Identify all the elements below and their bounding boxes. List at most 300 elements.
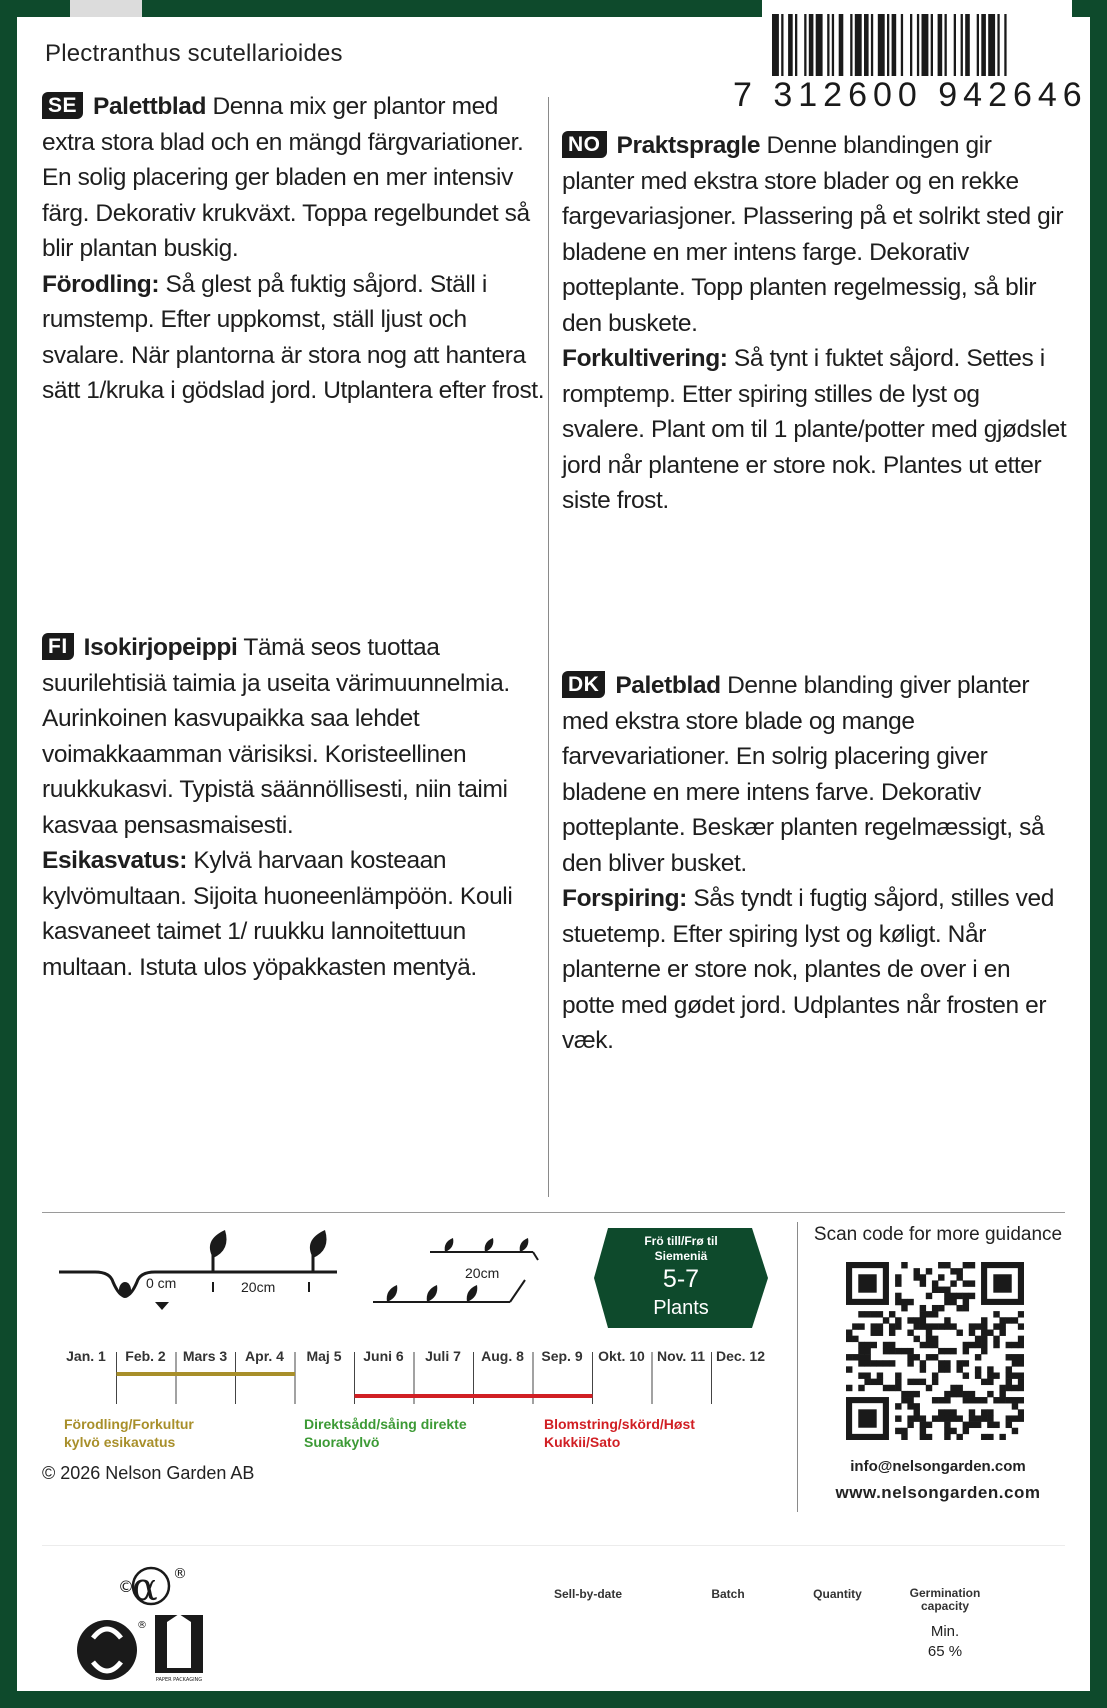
barcode-bar [788,14,793,76]
carton-shape [167,1622,191,1668]
barcode-bar [816,14,823,76]
barcode-icon [762,0,1072,80]
qr-module [920,1360,926,1366]
month-label: Sep. 9 [541,1348,583,1364]
qr-module [877,1323,883,1329]
qr-code-icon[interactable] [846,1262,1024,1440]
qr-module [846,1336,852,1342]
qr-module [926,1323,932,1329]
qr-module [920,1366,926,1372]
qr-module [1012,1317,1018,1323]
qr-module [938,1287,944,1293]
qr-module [901,1428,907,1434]
qr-module [871,1360,877,1366]
lang-badge-dk: DK [562,671,605,698]
qr-module [981,1342,987,1348]
scan-instruction: Scan code for more guidance [813,1224,1063,1245]
qr-module [950,1348,956,1354]
qr-module [920,1274,926,1280]
barcode-bar [832,14,834,76]
qr-module [914,1415,920,1421]
qr-module [858,1311,864,1317]
qr-module [956,1305,962,1311]
qr-module [1006,1317,1012,1323]
qr-module [1012,1354,1018,1360]
qr-module [895,1274,901,1280]
qr-module [846,1366,852,1372]
qr-module [1012,1385,1018,1391]
qr-module [858,1348,864,1354]
qr-module [1018,1379,1024,1385]
qr-module [914,1409,920,1415]
qr-module [901,1397,907,1403]
qr-module [975,1323,981,1329]
section-subtitle: Forkultivering: [562,345,728,372]
qr-module [871,1342,877,1348]
qr-module [999,1317,1005,1323]
depth-label: 0 cm [146,1275,177,1291]
qr-module [944,1397,950,1403]
qr-module [1018,1415,1024,1421]
month-label: Jan. 1 [66,1348,106,1364]
qr-module [969,1391,975,1397]
qr-module [1006,1379,1012,1385]
qr-module [938,1415,944,1421]
qr-module [864,1342,870,1348]
qr-module [1006,1366,1012,1372]
section-intro: Denna mix ger plantor med extra stora blad och en mängd färgvariationer. En solig placering ger bladen en mer intensiv färg. Dekorativ krukväxt. Toppa regelbundet så blir plantan buskig. [42,93,530,262]
qr-module [907,1299,913,1305]
qr-module [944,1293,950,1299]
qr-module [932,1323,938,1329]
qr-module [932,1311,938,1317]
qr-module [1018,1385,1024,1391]
qr-module [1018,1336,1024,1342]
section-subtext: Kylvä harvaan kosteaan kylvömultaan. Sijoita huoneenlämpöön. Kouli kasvaneet taimet 1/ ruukku lannoitettuun multaan. Istuta ulos yöpakkasten mentyä. [42,847,513,981]
qr-module [932,1372,938,1378]
qr-module [920,1280,926,1286]
qr-module [932,1354,938,1360]
month-label: Mars 3 [182,1348,228,1364]
lang-badge-fi: FI [42,633,74,660]
qr-module [969,1422,975,1428]
qr-module [932,1336,938,1342]
barcode-bar [945,14,947,76]
qr-module [864,1360,870,1366]
qr-module [981,1379,987,1385]
qr-module [944,1348,950,1354]
qr-module [993,1372,999,1378]
qr-module [920,1323,926,1329]
qr-module [975,1354,981,1360]
qr-module [938,1366,944,1372]
packet-top-notch [70,0,142,17]
qr-module [987,1415,993,1421]
qr-module [901,1262,907,1268]
qr-module [938,1323,944,1329]
qr-module [963,1360,969,1366]
qr-module [1012,1372,1018,1378]
qr-module [999,1434,1005,1440]
lang-badge-no: NO [562,131,607,158]
qr-module [907,1379,913,1385]
section-no [562,128,1067,519]
qr-module [969,1415,975,1421]
qr-module [950,1293,956,1299]
qr-module [987,1379,993,1385]
qr-module [895,1299,901,1305]
qr-module [950,1323,956,1329]
qr-module [895,1403,901,1409]
qr-module [883,1348,889,1354]
barcode-number: 7 312600 942646 [733,76,1088,114]
qr-module [871,1323,877,1329]
qr-module [901,1299,907,1305]
qr-module [969,1330,975,1336]
qr-module [920,1317,926,1323]
copyright-mark: © [118,1577,134,1596]
qr-module [969,1262,975,1268]
calendar-bars [56,1348,766,1408]
qr-module [1018,1354,1024,1360]
row-line-end [533,1252,538,1260]
qr-module [999,1323,1005,1329]
month-label: Feb. 2 [125,1348,166,1364]
qr-module [858,1354,864,1360]
qr-module [1018,1409,1024,1415]
qr-module [877,1311,883,1317]
qr-module [981,1348,987,1354]
section-subtitle: Esikasvatus: [42,847,188,874]
qr-module [999,1385,1005,1391]
qr-module [932,1379,938,1385]
qr-finder-core [858,1274,876,1292]
qr-module [920,1422,926,1428]
qr-module [926,1354,932,1360]
qr-module [975,1372,981,1378]
qr-module [938,1274,944,1280]
leaf-icon [310,1230,327,1258]
qr-module [895,1385,901,1391]
barcode-bar [931,14,933,76]
qr-module [963,1348,969,1354]
qr-module [956,1330,962,1336]
qr-module [846,1330,852,1336]
qr-module [987,1391,993,1397]
qr-module [889,1385,895,1391]
section-se [42,89,547,409]
qr-module [956,1274,962,1280]
qr-module [926,1434,932,1440]
qr-module [993,1323,999,1329]
qr-module [944,1323,950,1329]
qr-module [1006,1385,1012,1391]
qr-module [944,1409,950,1415]
qr-module [1012,1360,1018,1366]
month-label: Aug. 8 [481,1348,524,1364]
qr-module [981,1323,987,1329]
qr-module [950,1428,956,1434]
row-spacing-label: 20cm [465,1265,500,1281]
qr-module [987,1366,993,1372]
qr-module [956,1293,962,1299]
legend-flower-line2: Kukkii/Sato [544,1434,621,1450]
qr-module [858,1385,864,1391]
qr-module [950,1415,956,1421]
qr-module [1018,1323,1024,1329]
qr-module [932,1305,938,1311]
registered-mark: ® [173,1566,187,1582]
qr-module [969,1342,975,1348]
plants-badge [594,1228,768,1328]
qr-module [993,1342,999,1348]
flowering-bar [355,1394,593,1398]
barcode-bar [981,14,986,76]
qr-module [963,1299,969,1305]
qr-module [987,1372,993,1378]
qr-module [944,1287,950,1293]
qr-module [1006,1397,1012,1403]
qr-module [938,1397,944,1403]
qr-module [907,1415,913,1421]
month-label: Apr. 4 [245,1348,284,1364]
barcode-bar [997,14,999,76]
barcode-bar [965,14,970,76]
legend-flowering [544,1415,695,1451]
qr-module [877,1360,883,1366]
qr-module [883,1360,889,1366]
qr-module [895,1317,901,1323]
qr-module [907,1397,913,1403]
qr-module [907,1403,913,1409]
qr-module [914,1379,920,1385]
alpha-logo-icon: α [132,1565,158,1609]
qr-finder-core [993,1274,1011,1292]
month-label: Juni 6 [363,1348,404,1364]
qr-module [920,1428,926,1434]
qr-module [944,1391,950,1397]
barcode-bar [864,14,869,76]
qr-module [981,1317,987,1323]
qr-module [932,1342,938,1348]
qr-module [852,1323,858,1329]
qr-module [858,1342,864,1348]
qr-module [895,1379,901,1385]
qr-module [920,1305,926,1311]
qr-module [895,1415,901,1421]
plants-count: 5-7 [662,1265,700,1293]
qr-module [963,1391,969,1397]
sowing-calendar [56,1348,766,1408]
qr-module [914,1323,920,1329]
lang-badge-se: SE [42,92,83,119]
qr-module [944,1317,950,1323]
qr-module [914,1391,920,1397]
qr-module [858,1323,864,1329]
germination-percent: 65 % [927,1643,963,1660]
qr-module [944,1434,950,1440]
qr-module [1012,1428,1018,1434]
qr-module [889,1342,895,1348]
qr-module [944,1299,950,1305]
legend-direct-line1: Direktsådd/såing direkte [304,1416,467,1432]
qr-module [1012,1415,1018,1421]
qr-module [926,1385,932,1391]
qr-module [871,1311,877,1317]
qr-module [901,1305,907,1311]
qr-module [926,1336,932,1342]
section-subtext: Sås tyndt i fugtig såjord, stilles ved stuetemp. Efter spiring lyst og køligt. Når planterne er store nok, plantes de over i en potte med gødet jord. Udplantes når frosten er væk. [562,885,1054,1054]
website-link[interactable]: www.nelsongarden.com [835,1483,1041,1502]
qr-module [883,1385,889,1391]
qr-module [914,1274,920,1280]
qr-module [926,1342,932,1348]
quantity-label: Quantity [813,1587,862,1601]
legend-direct-line2: Suorakylvö [304,1434,380,1450]
section-subtext: Så glest på fuktig såjord. Ställ i rumstemp. Efter uppkomst, ställ ljust och svalare. När plantorna är stora nog att hantera sätt 1/kruka i gödslad jord. Utplantera efter frost. [42,270,545,404]
qr-module [963,1280,969,1286]
qr-module [1006,1354,1012,1360]
leaf-icon [520,1238,529,1252]
qr-module [895,1293,901,1299]
barcode-bar [901,14,903,76]
qr-module [889,1311,895,1317]
qr-module [999,1397,1005,1403]
qr-module [944,1422,950,1428]
section-subtitle: Forspiring: [562,885,687,912]
qr-module [950,1268,956,1274]
qr-module [975,1342,981,1348]
leaf-icon [445,1238,454,1252]
qr-module [1018,1360,1024,1366]
qr-module [1006,1422,1012,1428]
legend-indoor-line2: kylvö esikavatus [64,1434,176,1450]
qr-module [969,1397,975,1403]
qr-module [907,1360,913,1366]
section-fi [42,630,547,985]
qr-module [901,1434,907,1440]
qr-module [1012,1342,1018,1348]
qr-module [889,1348,895,1354]
qr-module [963,1428,969,1434]
qr-module [883,1317,889,1323]
qr-module [956,1434,962,1440]
barcode-bar [977,14,979,76]
barcode-bar [887,14,889,76]
copyright: © 2026 Nelson Garden AB [42,1463,255,1483]
qr-module [914,1354,920,1360]
row-line-slant [510,1280,525,1302]
qr-module [846,1385,852,1391]
qr-module [907,1354,913,1360]
planting-diagram [55,1230,545,1345]
section-title: Isokirjopeippi [83,634,238,661]
qr-module [999,1330,1005,1336]
spacing-label: 20cm [241,1279,276,1295]
qr-module [963,1293,969,1299]
qr-module [883,1342,889,1348]
qr-module [889,1360,895,1366]
qr-module [926,1311,932,1317]
qr-module [981,1397,987,1403]
qr-module [963,1262,969,1268]
qr-module [864,1311,870,1317]
qr-module [914,1403,920,1409]
qr-module [858,1360,864,1366]
email-link[interactable]: info@nelsongarden.com [850,1458,1026,1475]
barcode-bar [850,14,852,76]
qr-module [901,1391,907,1397]
qr-module [932,1280,938,1286]
registered-mark: ® [137,1620,147,1631]
qr-module [907,1317,913,1323]
soil-line [59,1272,337,1296]
qr-module [877,1379,883,1385]
qr-module [950,1409,956,1415]
legend-direct [304,1415,467,1451]
qr-module [889,1323,895,1329]
indoor-sowing-bar [117,1372,296,1376]
qr-module [864,1372,870,1378]
qr-module [871,1330,877,1336]
month-label: Nov. 11 [657,1348,705,1364]
qr-module [907,1422,913,1428]
plants-badge-line2: Siemeniä [654,1249,708,1263]
qr-module [938,1409,944,1415]
section-title: Paletblad [615,672,721,699]
qr-module [932,1287,938,1293]
legend-indoor [64,1415,194,1451]
plants-unit: Plants [653,1297,709,1319]
qr-module [981,1409,987,1415]
latin-name: Plectranthus scutellarioides [45,40,343,67]
barcode-bar [809,14,814,76]
qr-module [969,1409,975,1415]
section-dk [562,668,1067,1059]
qr-module [1006,1415,1012,1421]
qr-module [864,1379,870,1385]
section-subtitle: Förodling: [42,270,160,298]
leaf-icon [387,1285,398,1302]
qr-module [944,1360,950,1366]
month-label: Juli 7 [425,1348,461,1364]
qr-module [944,1366,950,1372]
qr-module [938,1262,944,1268]
qr-module [1006,1372,1012,1378]
leaf-icon [210,1230,227,1258]
qr-module [1018,1311,1024,1317]
qr-module [1018,1397,1024,1403]
seed-icon [119,1282,131,1298]
barcode-bar [938,14,943,76]
leaf-icon [485,1238,494,1252]
qr-module [914,1268,920,1274]
column-divider [548,97,549,1197]
qr-module [981,1330,987,1336]
qr-module [938,1348,944,1354]
qr-module [963,1422,969,1428]
qr-module [944,1262,950,1268]
qr-module [864,1354,870,1360]
barcode-bar [827,14,829,76]
qr-module [932,1397,938,1403]
germination-label [895,1587,995,1613]
qr-module [920,1311,926,1317]
month-label: Dec. 12 [715,1348,766,1364]
qr-module [920,1415,926,1421]
qr-module [877,1372,883,1378]
qr-module [846,1354,852,1360]
